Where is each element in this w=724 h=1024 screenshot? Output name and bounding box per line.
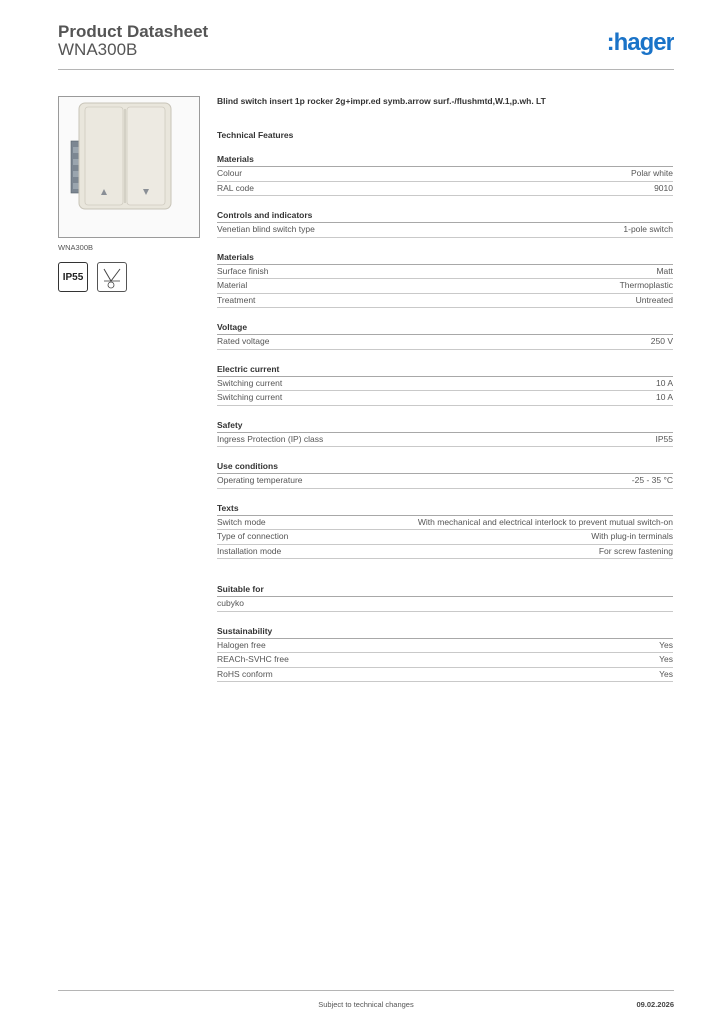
page-header — [58, 20, 674, 70]
section-title: Materials — [217, 252, 673, 265]
row-label: Material — [217, 280, 248, 290]
blind-switch-illustration — [59, 97, 199, 237]
row-value: Yes — [659, 639, 673, 650]
row-value: Untreated — [635, 294, 673, 305]
row-value: With plug-in terminals — [591, 531, 673, 541]
product-image — [58, 96, 200, 238]
section — [217, 461, 673, 489]
section-title: Materials — [217, 154, 673, 167]
document-title: Product Datasheet — [58, 22, 209, 41]
row-value: -25 - 35 °C — [631, 475, 673, 485]
technical-features-title: Technical Features — [217, 130, 294, 140]
row-value: Yes — [659, 668, 673, 679]
section-title: Controls and indicators — [217, 210, 673, 223]
row-label: Ingress Protection (IP) class — [217, 433, 324, 444]
table-row — [217, 668, 673, 683]
product-code: WNA300B — [58, 40, 138, 59]
flush-mount-symbol-icon — [97, 262, 127, 292]
section — [217, 210, 673, 238]
row-label: Surface finish — [217, 265, 269, 276]
row-value: Matt — [656, 265, 673, 276]
row-label: Treatment — [217, 294, 256, 305]
hager-logo — [590, 30, 674, 56]
row-label: Switching current — [217, 377, 283, 388]
row-value: 10 A — [655, 377, 673, 388]
row-label: REACh-SVHC free — [217, 654, 289, 664]
section-title: Electric current — [217, 364, 673, 377]
footer-note: Subject to technical changes — [318, 1000, 414, 1009]
row-label: Type of connection — [217, 531, 289, 541]
row-label: Venetian blind switch type — [217, 224, 315, 234]
row-label: RAL code — [217, 182, 255, 193]
svg-text::hager: :hager — [606, 30, 674, 56]
table-row — [217, 377, 673, 392]
row-label: Colour — [217, 168, 243, 178]
image-caption: WNA300B — [58, 243, 94, 252]
section-title: Texts — [217, 503, 673, 516]
row-label: cubyko — [217, 598, 244, 608]
section — [217, 626, 673, 683]
row-label: RoHS conform — [217, 668, 273, 679]
table-row — [217, 167, 673, 182]
row-value: Polar white — [630, 168, 673, 178]
section-title: Use conditions — [217, 461, 673, 474]
row-value: IP55 — [655, 433, 673, 444]
table-row — [217, 474, 673, 489]
section-title: Voltage — [217, 322, 673, 335]
table-row — [217, 265, 673, 280]
section — [217, 252, 673, 309]
table-row — [217, 223, 673, 238]
table-row — [217, 653, 673, 668]
row-value: Thermoplastic — [619, 280, 673, 290]
table-row — [217, 279, 673, 294]
datasheet-content — [217, 96, 673, 682]
row-value: For screw fastening — [598, 545, 673, 556]
row-label: Halogen free — [217, 639, 266, 650]
table-row — [217, 433, 673, 448]
row-value: 9010 — [654, 182, 673, 193]
section — [217, 503, 673, 560]
table-row — [217, 335, 673, 350]
section — [217, 364, 673, 406]
footer-date: 09.02.2026 — [636, 1000, 674, 1009]
row-value: 1-pole switch — [623, 224, 673, 234]
table-row — [217, 182, 673, 197]
row-value: 10 A — [655, 392, 673, 402]
table-row — [217, 530, 673, 545]
page-footer — [58, 990, 674, 1014]
section — [217, 584, 673, 612]
section-title: Safety — [217, 420, 673, 433]
table-row — [217, 516, 673, 531]
row-value: 250 V — [650, 336, 673, 346]
section — [217, 420, 673, 448]
table-row — [217, 545, 673, 560]
section — [217, 322, 673, 350]
row-label: Rated voltage — [217, 336, 270, 346]
table-row — [217, 639, 673, 654]
row-label: Switch mode — [217, 516, 266, 527]
section — [217, 154, 673, 196]
row-label: Switching current — [217, 392, 283, 402]
table-row — [217, 597, 673, 612]
product-description: Blind switch insert 1p rocker 2g+impr.ed symb.arrow surf.-/flushmtd,W.1,p.wh. LT — [217, 96, 546, 106]
row-label: Operating temperature — [217, 475, 303, 485]
section-title: Sustainability — [217, 626, 673, 639]
row-value: Yes — [659, 654, 673, 664]
table-row — [217, 391, 673, 406]
feature-sections — [217, 154, 673, 682]
row-label: Installation mode — [217, 545, 282, 556]
row-value: With mechanical and electrical interlock to prevent mutual switch-on — [417, 516, 673, 527]
ip-rating-badge: IP55 — [58, 262, 88, 292]
section-title: Suitable for — [217, 584, 673, 597]
table-row — [217, 294, 673, 309]
